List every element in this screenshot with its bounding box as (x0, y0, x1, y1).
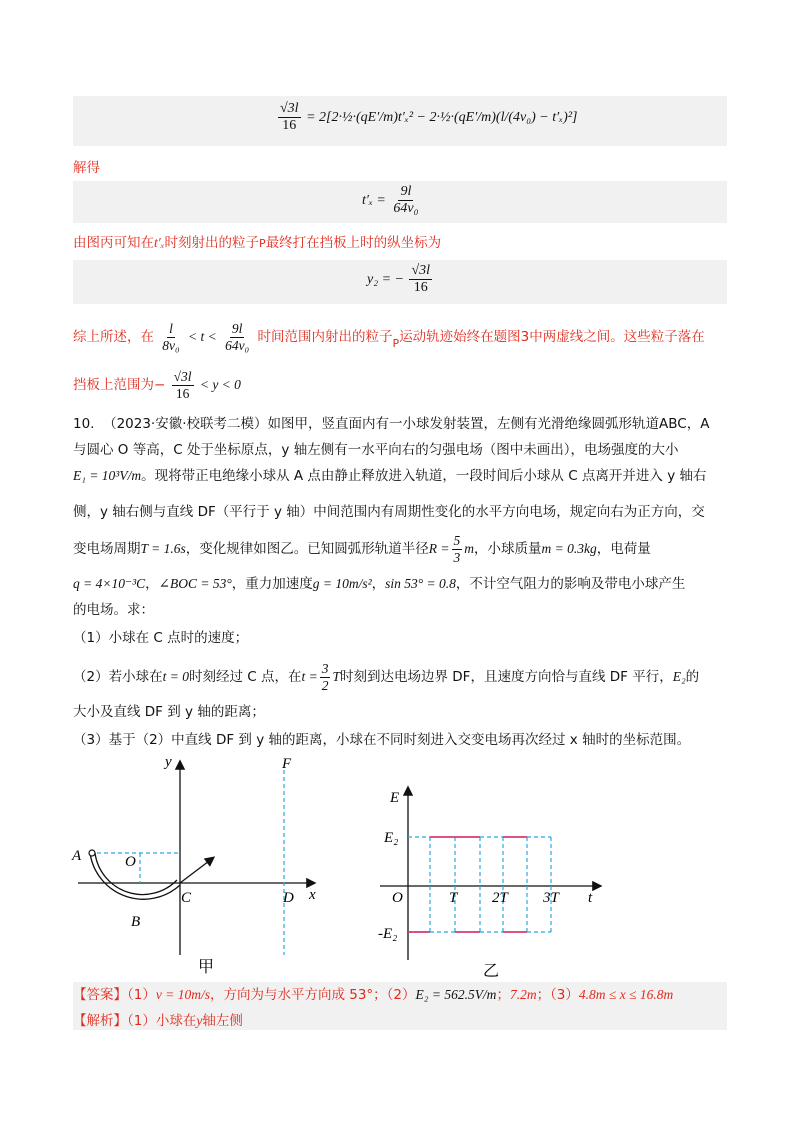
analysis-text1: （1）小球在 (127, 1013, 197, 1029)
answer-a3v: 4.8m ≤ x ≤ 16.8m (578, 987, 674, 1002)
analysis-text2: 轴左侧 (202, 1013, 243, 1029)
analysis-y: y (196, 1013, 203, 1028)
answer-a2sep: ； (496, 987, 510, 1003)
eq1-num: √3l (278, 101, 301, 118)
fig1-ball (89, 850, 95, 856)
problem-l6f: ， (371, 576, 386, 592)
q2d-pre: t = (301, 669, 318, 684)
problem-l5e-den: 3 (453, 549, 461, 565)
summary-suffix: 时间范围内射出的粒子 (257, 329, 393, 345)
summary-frac1-num: l (169, 320, 173, 336)
problem-l6c: ∠BOC = 53° (158, 576, 232, 591)
problem-l6d: ，重力加速度 (231, 576, 313, 592)
equation-2 (362, 184, 422, 217)
summary-frac1 (160, 321, 181, 353)
fig2-label-e: E (390, 790, 400, 806)
summary-line-1 (73, 318, 705, 363)
problem-l5d: R = (428, 541, 450, 556)
figure-yi (370, 780, 610, 990)
eq2-num: 9l (398, 184, 413, 201)
fig1-label-c: C (181, 890, 192, 906)
fig1-label-o: O (125, 854, 136, 870)
summary-line-2 (73, 366, 241, 404)
q2b: t = 0 (162, 669, 189, 684)
q2e: 时刻到达电场边界 DF，且速度方向恰与直线 DF 平行， (340, 669, 673, 685)
problem-line-1 (73, 414, 709, 434)
fig2-label-t3: 3T (543, 890, 559, 906)
fig-text-after: 最终打在挡板上时的纵坐标为 (265, 235, 442, 251)
equation-1 (276, 101, 577, 134)
problem-l3a: E₁ = 10³V/m (73, 468, 142, 483)
analysis-tag: 【解析】 (73, 1013, 127, 1029)
fig2-label-t: t (588, 890, 593, 906)
fig-text-mid: 时刻射出的粒子 (164, 235, 260, 251)
answer-a2d: 7.2m (509, 987, 537, 1002)
fig2-label-o: O (392, 890, 403, 906)
answer-a3: ；（3） (536, 987, 579, 1003)
q2g: 的 (685, 669, 700, 685)
analysis-line (73, 1011, 243, 1031)
eq2-den: 64v₀ (393, 201, 419, 217)
eq1-den: 16 (282, 118, 297, 134)
problem-l3b: 。现将带正电绝缘小球从 A 点由静止释放进入轨道，一段时间后小球从 C 点离开并进入 y 轴右 (141, 468, 707, 484)
problem-l6b: ， (145, 576, 159, 592)
q2c: 时刻经过 C 点，在 (188, 669, 302, 685)
summary-frac3-num: √3l (173, 368, 192, 384)
fig2-caption: 乙 (483, 963, 500, 980)
problem-l6g: sin 53° = 0.8 (385, 576, 456, 591)
fig-text-before: 由图丙可知在 (73, 235, 154, 251)
problem-line-5 (73, 530, 651, 568)
problem-l5i: ，电荷量 (596, 541, 651, 557)
question-1: （1）小球在 C 点时的速度； (73, 630, 249, 646)
answer-a1v: v = 10m/s (155, 987, 210, 1002)
eq3-num: √3l (409, 263, 432, 280)
fig1-label-x: x (309, 887, 316, 903)
summary-frac2-num: 9l (231, 320, 243, 336)
problem-line-4: 侧，y 轴右侧与直线 DF（平行于 y 轴）中间范围内有周期性变化的水平方向电场，规定向右为正方向，交 (73, 504, 705, 520)
problem-l6a: q = 4×10⁻³C (73, 576, 146, 591)
answer-a1: （1） (127, 987, 156, 1003)
problem-number: 10. (73, 416, 95, 432)
q2d-frac (320, 661, 331, 693)
question-2-cont: 大小及直线 DF 到 y 轴的距离； (73, 704, 265, 720)
summary-suffix2: 运动轨迹始终在题图3中两虚线之间。这些粒子落在 (399, 329, 705, 345)
problem-l5h: m = 0.3kg (541, 541, 597, 556)
problem-line-6 (73, 574, 685, 594)
q2d-den: 2 (321, 677, 329, 693)
fig1-label-y: y (165, 754, 172, 770)
summary-frac3 (172, 369, 194, 401)
problem-l5c: ，变化规律如图乙。已知圆弧形轨道半径 (185, 541, 429, 557)
fig1-label-a: A (72, 848, 82, 864)
fig1-track-inner (95, 853, 177, 895)
fig1-label-d: D (283, 890, 294, 906)
eq3-lhs: y₂ = − (367, 271, 404, 287)
solve-label: 解得 (73, 160, 100, 176)
q2d-post: T (332, 669, 340, 684)
answer-tag: 【答案】 (73, 987, 127, 1003)
fig1-label-b: B (131, 914, 141, 930)
figure-reference-text (73, 233, 441, 254)
problem-l5e (452, 533, 463, 565)
fig-text-var: t′ₓ (154, 235, 165, 250)
summary-line2-suffix: < y < 0 (199, 377, 241, 392)
fig2-label-t1: T (449, 890, 458, 906)
question-3: （3）基于（2）中直线 DF 到 y 轴的距离，小球在不同时刻进入交变电场再次经过 x 轴时的坐标范围。 (73, 732, 691, 748)
problem-l1: （2023·安徽·校联考二模）如图甲，竖直面内有一小球发射装置，左侧有光滑绝缘圆弧形轨道ABC，A (103, 416, 710, 432)
problem-l6e: g = 10m/s² (312, 576, 372, 591)
summary-p: P (392, 337, 400, 350)
question-2 (73, 658, 699, 696)
fig2-label-t2: 2T (492, 890, 508, 906)
summary-frac3-den: 16 (175, 385, 190, 401)
summary-frac1-den: 8v₀ (162, 337, 180, 353)
equation-3 (367, 263, 434, 296)
fig2-label-minus-e2: -E₂ (378, 926, 398, 942)
q2d-num: 3 (321, 660, 329, 676)
summary-ineq: < t < (188, 329, 217, 344)
problem-l5b: T = 1.6s (140, 541, 186, 556)
problem-l6h: ，不计空气阻力的影响及带电小球产生 (455, 576, 686, 592)
problem-l5e-num: 5 (453, 532, 461, 548)
fig1-caption: 甲 (198, 959, 215, 976)
summary-prefix: 综上所述，在 (73, 329, 154, 345)
q2a: （2）若小球在 (73, 669, 163, 685)
problem-line-2: 与圆心 O 等高，C 处于坐标原点，y 轴左侧有一水平向右的匀强电场（图中未画出），电场强度的大小 (73, 442, 679, 458)
answer-a1t: ，方向为与水平方向成 53°；（2） (209, 987, 416, 1003)
eq2-lhs: t′ₓ = (362, 192, 386, 208)
fig1-label-f: F (282, 756, 292, 772)
summary-frac2 (223, 321, 251, 353)
problem-line-7: 的电场。求： (73, 602, 154, 618)
summary-frac2-den: 64v₀ (225, 337, 250, 353)
problem-l5g: ，小球质量 (474, 541, 542, 557)
answer-line (73, 985, 673, 1005)
problem-l5a: 变电场周期 (73, 541, 141, 557)
problem-line-3 (73, 466, 707, 486)
fig1-velocity-arrow (180, 858, 213, 883)
figure-jia (70, 750, 340, 980)
q2f: E₂ (672, 669, 686, 684)
answer-a2v: E₂ = 562.5V/m (415, 987, 497, 1002)
fig2-label-e2: E₂ (384, 830, 399, 846)
fig-text-p: P (259, 237, 266, 250)
eq1-rhs: = 2[2·½·(qE′/m)t′ₓ² − 2·½·(qE′/m)(l/(4v₀) − t′ₓ)²] (306, 109, 578, 125)
summary-line2-prefix: 挡板上范围为− (73, 377, 166, 393)
problem-l5f: m (464, 541, 474, 556)
eq3-den: 16 (413, 280, 428, 296)
